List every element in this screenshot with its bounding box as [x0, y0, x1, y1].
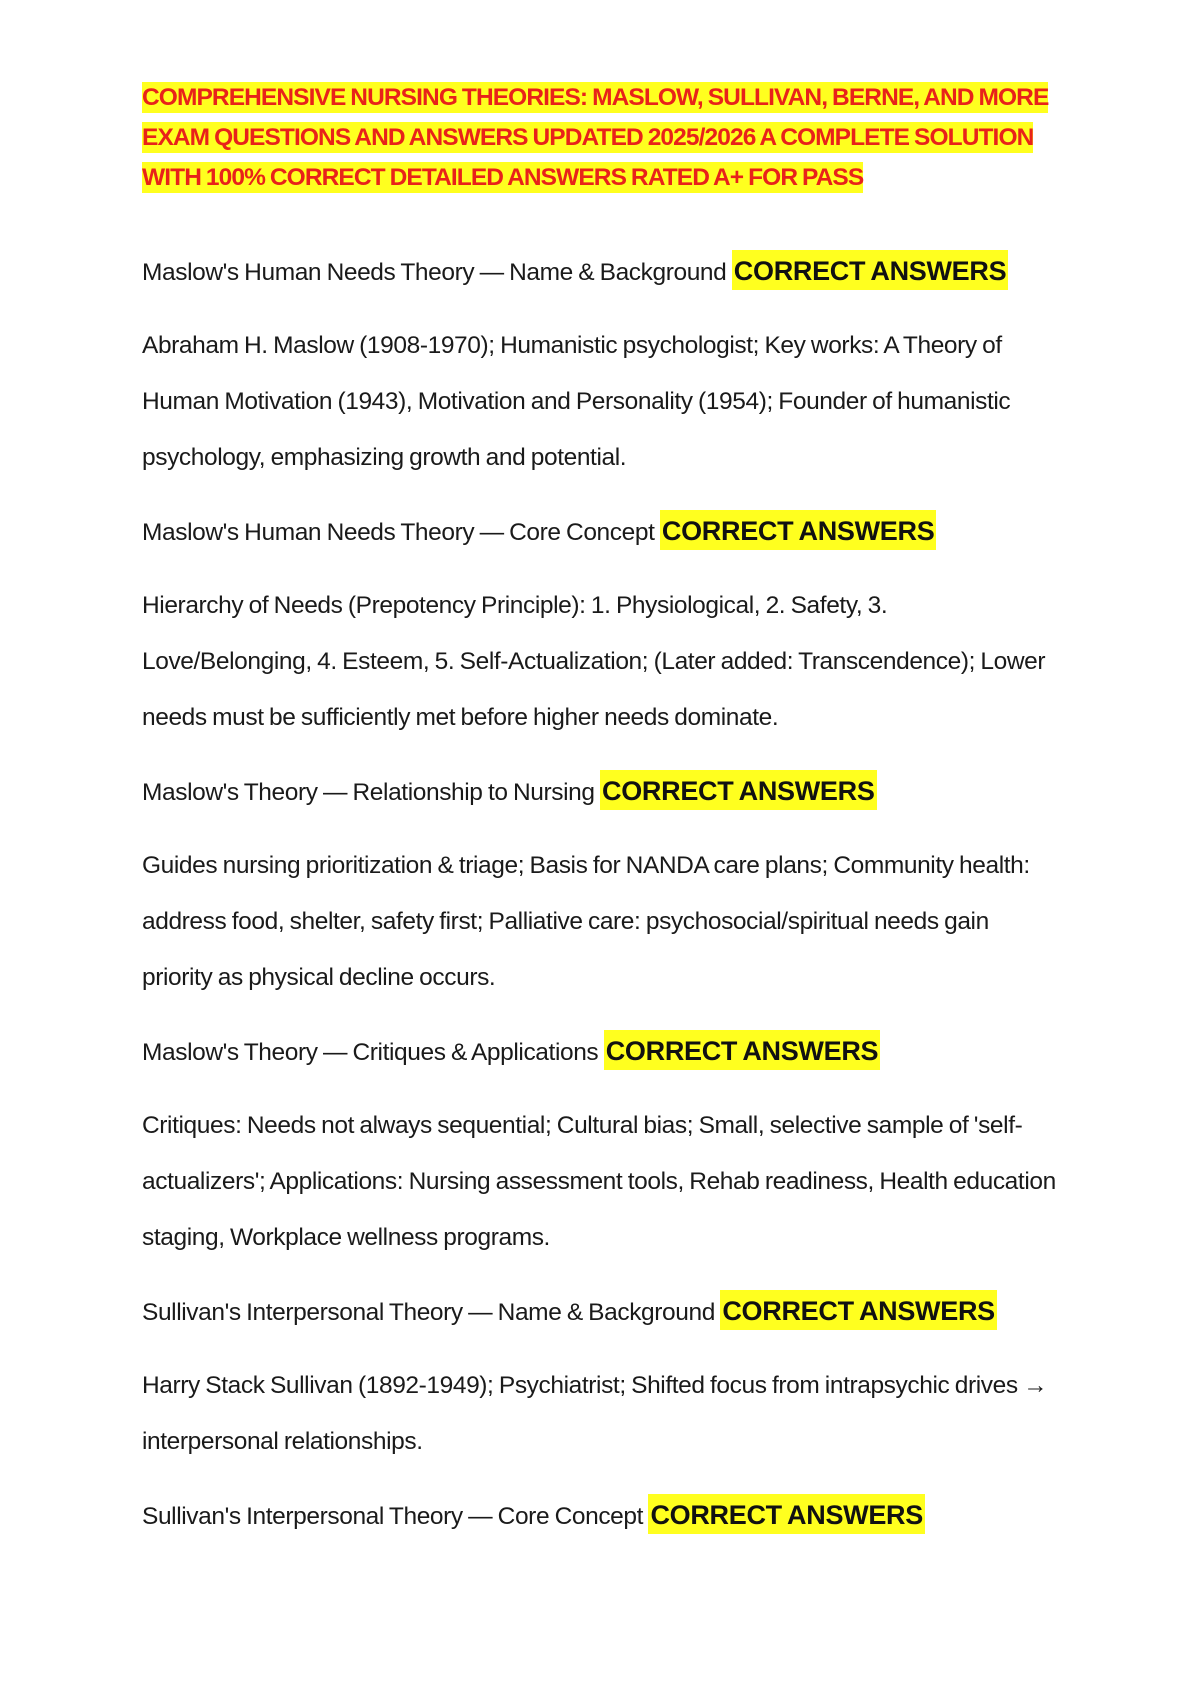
document-title [142, 78, 1062, 198]
question-5 [142, 1286, 1062, 1338]
question-text: Sullivan's Interpersonal Theory — Name & Background [142, 1299, 715, 1326]
title-highlight: COMPREHENSIVE NURSING THEORIES: MASLOW, SULLIVAN, BERNE, AND MORE EXAM QUESTIONS AND ANSWERS UPDATED 2025/2026 A COMPLETE SOLUTION WITH 100% CORRECT DETAILED ANSWERS RATED A+ FOR PASS [142, 84, 1049, 191]
question-2 [142, 506, 1062, 558]
question-text: Maslow's Theory — Relationship to Nursing [142, 779, 595, 806]
question-text: Maslow's Human Needs Theory — Name & Background [142, 259, 732, 286]
question-text: Sullivan's Interpersonal Theory — Core Concept [142, 1503, 644, 1530]
answer-2: Hierarchy of Needs (Prepotency Principle): 1. Physiological, 2. Safety, 3. Love/Belonging, 4. Esteem, 5. Self-Actualization; (Later added: Transcendence); Lower needs must be sufficiently met before higher needs dominate. [142, 592, 1046, 731]
question-4 [142, 1026, 1062, 1078]
correct-answers-badge: CORRECT ANSWERS [660, 510, 937, 550]
correct-answers-badge: CORRECT ANSWERS [720, 1290, 997, 1330]
document-page [142, 78, 1062, 1562]
answer-3: Guides nursing prioritization & triage; Basis for NANDA care plans; Community health: address food, shelter, safety first; Palliative care: psychosocial/spiritual needs gain priority as physical decline occurs. [142, 852, 1030, 991]
question-1 [142, 246, 1062, 298]
question-text: Maslow's Human Needs Theory — Core Concept [142, 519, 655, 546]
answer-5: Harry Stack Sullivan (1892-1949); Psychiatrist; Shifted focus from intrapsychic drives → interpersonal relationships. [142, 1372, 1048, 1455]
question-text: Maslow's Theory — Critiques & Applications [142, 1039, 599, 1066]
correct-answers-badge: CORRECT ANSWERS [600, 770, 877, 810]
correct-answers-badge: CORRECT ANSWERS [648, 1494, 925, 1534]
question-3 [142, 766, 1062, 818]
correct-answers-badge: CORRECT ANSWERS [604, 1030, 881, 1070]
answer-1: Abraham H. Maslow (1908-1970); Humanistic psychologist; Key works: A Theory of Human Motivation (1943), Motivation and Personality (1954); Founder of humanistic psychology, emphasizing growth and potential. [142, 332, 1011, 471]
correct-answers-badge: CORRECT ANSWERS [732, 250, 1009, 290]
answer-4: Critiques: Needs not always sequential; Cultural bias; Small, selective sample of 'self-actualizers'; Applications: Nursing assessment tools, Rehab readiness, Health education staging, Workplace wellness programs. [142, 1112, 1056, 1251]
question-6 [142, 1490, 1062, 1542]
